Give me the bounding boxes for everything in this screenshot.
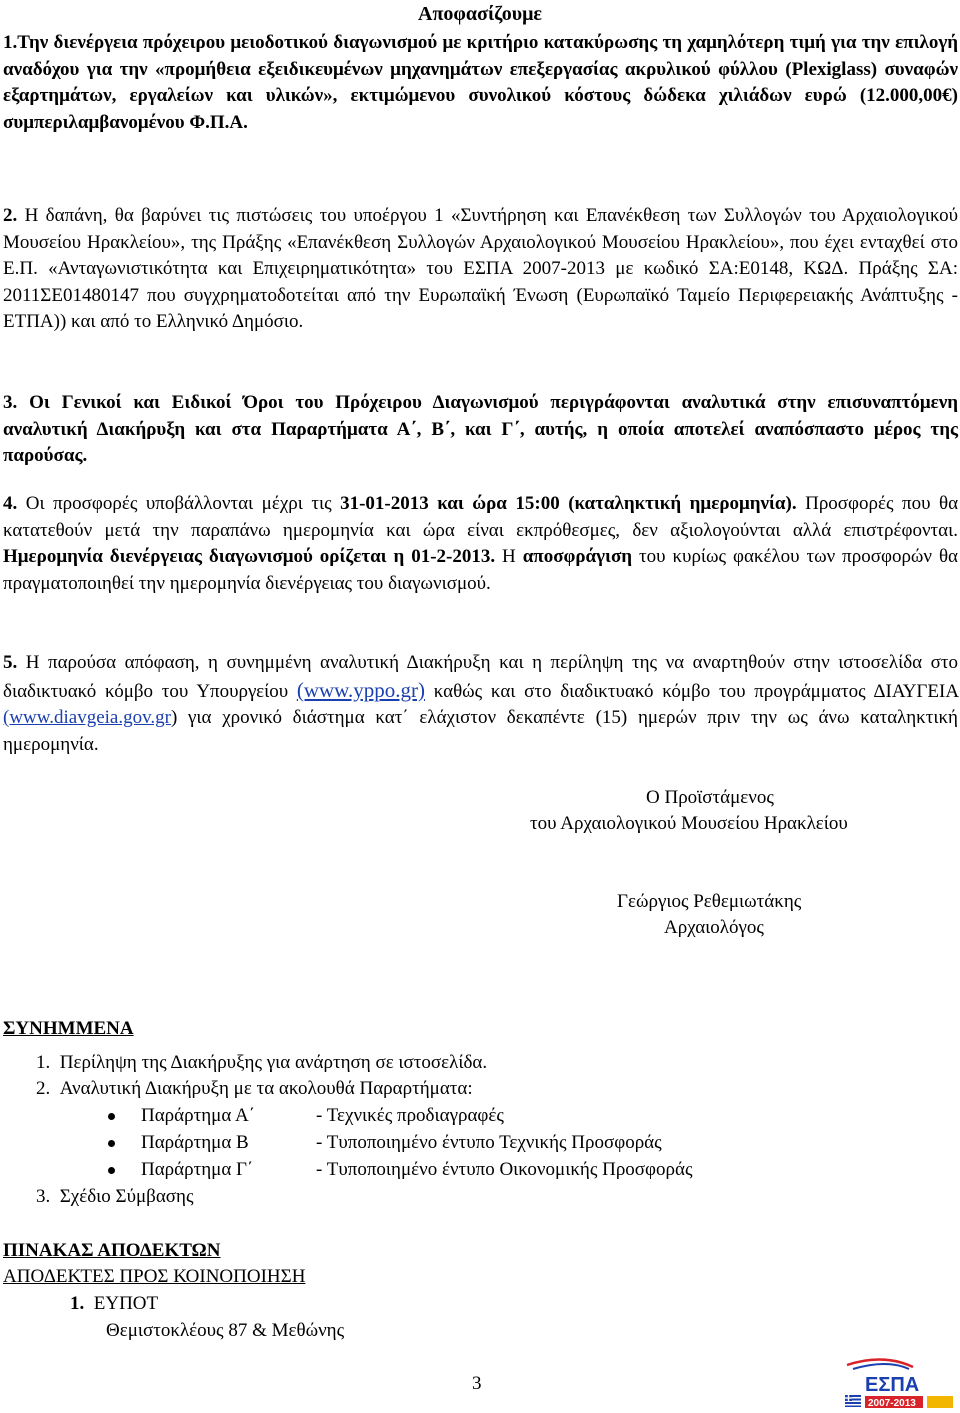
paragraph-5-text-2: καθώς και στο διαδικτυακό κόμβο του προγράμματος ΔΙΑΥΓΕΙΑ xyxy=(433,680,959,702)
page-number: 3 xyxy=(472,1373,482,1394)
annex-item-1-number: 1. xyxy=(36,1052,51,1073)
paragraph-1-text: Την διενέργεια πρόχειρου μειοδοτικού διαγωνισμού με κριτήριο κατακύρωσης τη χαμηλότερη τιμή για την επιλογή αναδόχου για την «προμήθεια εξειδικευμένων μηχανημάτων επεξεργασίας ακρυλικού φύλλου (Plexiglass) συναφών εξαρτημάτων, εργαλείων και υλικών», εκτιμώμενου συνολικού κόστους δώδεκα χιλιάδων ευρώ (12.000,00€) συμπεριλαμβανομένου Φ.Π.Α. xyxy=(3,32,958,133)
greek-flag-icon xyxy=(845,1395,861,1407)
signature-role-line-1: Ο Προϊστάμενος xyxy=(646,787,774,808)
paragraph-5 xyxy=(3,650,958,758)
paragraph-1-number: 1. xyxy=(3,32,18,53)
signature-title: Αρχαιολόγος xyxy=(664,917,764,938)
annex-item-3-number: 3. xyxy=(36,1186,51,1207)
paragraph-3 xyxy=(3,390,958,470)
annex-item-2-number: 2. xyxy=(36,1078,51,1099)
paragraph-5-number: 5. xyxy=(3,652,18,673)
paragraph-2-text: Η δαπάνη, θα βαρύνει τις πιστώσεις του υποέργου 1 «Συντήρηση και Επανέκθεση των Συλλογών του Αρχαιολογικού Μουσείου Ηρακλείου», της Πράξης «Επανέκθεση Συλλογών Αρχαιολογικού Μουσείου Ηρακλείου», που έχει ενταχθεί στο Ε.Π. «Ανταγωνιστικότητα και Επιχειρηματικότητα» του ΕΣΠΑ 2007-2013 με κωδικό ΣΑ:Ε0148, ΚΩΔ. Πράξης ΣΑ: 2011ΣΕ01480147 που συγχρηματοδοτείται από την Ευρωπαϊκή Ένωση (Ευρωπαϊκό Ταμείο Περιφερειακής Ανάπτυξης - ΕΤΠΑ)) και από το Ελληνικό Δημόσιο. xyxy=(3,205,959,333)
ministry-link[interactable]: (www.yppo.gr) xyxy=(296,677,425,702)
paragraph-4-text-4: του κυρίως φακέλου των προσφορών θα πραγματοποιηθεί την ημερομηνία διενέργειας του διαγωνισμού. xyxy=(3,546,958,594)
annex-sub-2-label: Παράρτημα Β xyxy=(141,1132,249,1153)
recipient-item-1-name: ΕΥΠΟΤ xyxy=(93,1293,159,1314)
decision-heading: Αποφασίζουμε xyxy=(418,3,542,25)
recipient-item-1-number: 1. xyxy=(70,1293,85,1314)
paragraph-4-text-1: Οι προσφορές υποβάλλονται μέχρι τις xyxy=(25,493,332,514)
bullet-icon xyxy=(108,1167,115,1174)
annex-item-3 xyxy=(36,1184,194,1211)
paragraph-2 xyxy=(3,203,958,336)
logo-text: ΕΣΠΑ xyxy=(865,1374,920,1396)
paragraph-1 xyxy=(3,30,958,136)
recipient-item-1-address: Θεμιστοκλέους 87 & Μεθώνης xyxy=(106,1320,345,1341)
annex-sub-3-desc: - Τυποποιημένο έντυπο Οικονομικής Προσφοράς xyxy=(316,1159,693,1180)
paragraph-3-number: 3. xyxy=(3,392,18,413)
paragraph-4 xyxy=(3,491,958,597)
annex-item-2-text: Αναλυτική Διακήρυξη με τα ακολουθά Παραρτήματα: xyxy=(59,1078,473,1099)
logo-years: 2007-2013 xyxy=(868,1398,916,1409)
paragraph-5-text-1: Η παρούσα απόφαση, η συνημμένη αναλυτική Διακήρυξη και η περίληψη της να αναρτηθούν στην ιστοσελίδα στο διαδικτυακό κόμβο του Υπουργείου xyxy=(3,652,959,702)
paragraph-4-number: 4. xyxy=(3,493,18,514)
opening-word: αποσφράγιση xyxy=(522,546,633,568)
annex-sub-2-desc: - Τυποποιημένο έντυπο Τεχνικής Προσφοράς xyxy=(316,1132,662,1153)
annex-sub-3-label: Παράρτημα Γ΄ xyxy=(141,1159,254,1180)
annex-item-1 xyxy=(36,1050,487,1077)
paragraph-2-number: 2. xyxy=(3,205,18,226)
annexes-title: ΣΥΝΗΜΜΕΝΑ xyxy=(3,1018,134,1039)
recipients-subtitle: ΑΠΟΔΕΚΤΕΣ ΠΡΟΣ ΚΟΙΝΟΠΟΙΗΣΗ xyxy=(3,1266,306,1287)
annex-sub-1-desc: - Τεχνικές προδιαγραφές xyxy=(316,1105,504,1126)
bullet-icon xyxy=(108,1113,115,1120)
paragraph-4-text-2: Προσφορές που θα κατατεθούν μετά την παραπάνω ημερομηνία και ώρα είναι εκπρόθεσμες, δεν αξιολογούνται αλλά επιστρέφονται. xyxy=(3,493,959,541)
paragraph-5-text-3: ) για χρονικό διάστημα κατ΄ ελάχιστον δεκαπέντε (15) ημερών πριν την ως άνω καταληκτική ημερομηνία. xyxy=(3,707,958,755)
paragraph-3-text: Οι Γενικοί και Ειδικοί Όροι του Πρόχειρου Διαγωνισμού περιγράφονται αναλυτικά στην επισυναπτόμενη αναλυτική Διακήρυξη και στα Παραρτήματα Α΄, Β΄, και Γ΄, αυτής, η οποία αποτελεί αναπόσπαστο μέρος της παρούσας. xyxy=(3,392,958,467)
annex-item-3-text: Σχέδιο Σύμβασης xyxy=(59,1186,194,1207)
annex-item-1-text: Περίληψη της Διακήρυξης για ανάρτηση σε ιστοσελίδα. xyxy=(59,1052,488,1073)
paragraph-4-text-3: Η xyxy=(502,546,516,568)
tender-date: Ημερομηνία διενέργειας διαγωνισμού ορίζεται η 01-2-2013. xyxy=(3,546,496,568)
signature-name: Γεώργιος Ρεθεμιωτάκης xyxy=(617,891,802,912)
signature-role-line-2: του Αρχαιολογικού Μουσείου Ηρακλείου xyxy=(530,813,848,834)
bullet-icon xyxy=(108,1140,115,1147)
logo-yellow-band xyxy=(927,1396,953,1408)
submission-deadline: 31-01-2013 και ώρα 15:00 (καταληκτική ημερομηνία). xyxy=(340,493,797,514)
recipients-title: ΠΙΝΑΚΑΣ ΑΠΟΔΕΚΤΩΝ xyxy=(3,1240,221,1261)
diavgeia-link[interactable]: (www.diavgeia.gov.gr xyxy=(3,707,171,729)
logo-swoosh-blue xyxy=(853,1364,909,1369)
espa-logo xyxy=(843,1355,956,1411)
recipient-item-1 xyxy=(70,1291,158,1318)
annex-sub-1-label: Παράρτημα Α΄ xyxy=(141,1105,256,1126)
annex-item-2 xyxy=(36,1076,473,1103)
